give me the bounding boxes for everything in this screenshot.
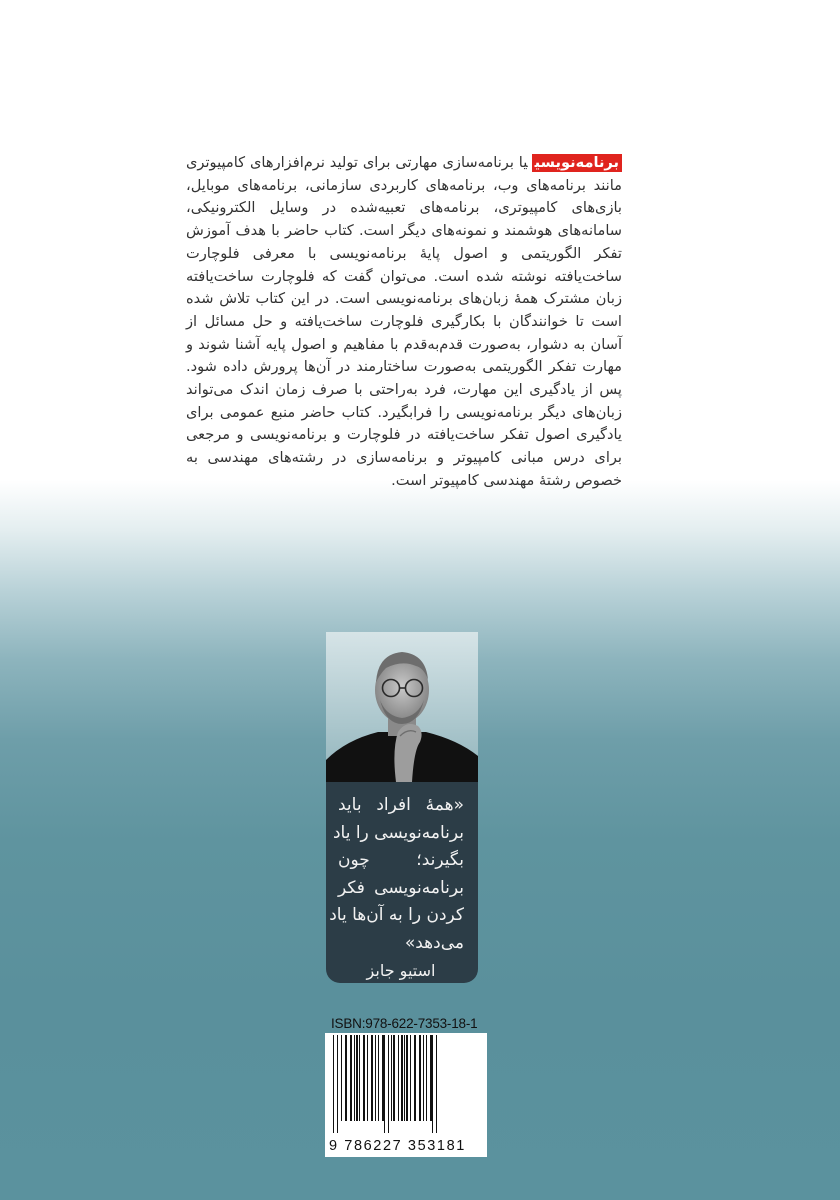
barcode-bar bbox=[341, 1035, 342, 1121]
barcode-bar bbox=[359, 1035, 360, 1121]
quote-box bbox=[326, 782, 478, 983]
barcode-bar bbox=[378, 1035, 379, 1121]
barcode-bar bbox=[391, 1035, 392, 1121]
barcode-bar bbox=[430, 1035, 432, 1121]
barcode-bar bbox=[426, 1035, 427, 1121]
quote-line: می‌دهد» bbox=[404, 932, 464, 953]
quote-line: «همهٔ افراد باید bbox=[338, 795, 464, 815]
barcode-bar bbox=[388, 1035, 389, 1133]
barcode-bar bbox=[382, 1035, 384, 1121]
barcode-bar bbox=[401, 1035, 403, 1121]
barcode-bar bbox=[333, 1035, 334, 1133]
barcode-bar bbox=[398, 1035, 399, 1121]
barcode-bar bbox=[393, 1035, 395, 1121]
barcode-digits: 9 786227 353181 bbox=[329, 1138, 466, 1154]
barcode bbox=[325, 1033, 487, 1157]
barcode-bar bbox=[371, 1035, 373, 1121]
blurb-text: یا برنامه‌سازی مهارتی برای تولید نرم‌افزارهای کامپیوتری مانند برنامه‌های وب، برنامه‌های کاربردی سازمانی، برنامه‌های موبایل، بازی‌های کامپیوتری، برنامه‌های تعبیه‌شده در وسایل الکترونیکی، سامانه‌های هوشمند و نمونه‌های دیگر است. کتاب حاضر با هدف آموزش تفکر الگوریتمی و اصول پایهٔ برنامه‌نویسی با معرفی فلوچارت ساخت‌یافته نوشته شده است. می‌توان گفت که فلوچارت ساخت‌یافته زبان مشترک همهٔ زبان‌های برنامه‌نویسی است. در این کتاب تلاش شده است تا خوانندگان با بکارگیری فلوچارت ساخت‌یافته و حل مسائل از آسان به دشوار، به‌صورت قدم‌به‌قدم با مفاهیم و اصول پایه آشنا شوند و مهارت تفکر الگوریتمی به‌صورت ساختارمند در آن‌ها پرورش داده شود. پس از یادگیری این مهارت، فرد به‌راحتی با صرف زمان اندک می‌تواند زبان‌های دیگر برنامه‌نویسی را فرابگیرد. کتاب حاضر منبع عمومی برای یادگیری اصول تفکر ساخت‌یافته در فلوچارت و برنامه‌نویسی و مرجعی برای درس مبانی کامپیوتر و برنامه‌سازی در رشته‌های مهندسی به خصوص رشتهٔ مهندسی کامپیوتر است. bbox=[186, 154, 622, 489]
quote-line: برنامه‌نویسی فکر bbox=[338, 877, 464, 898]
quote-line: بگیرند؛ چون bbox=[338, 850, 464, 870]
barcode-bar bbox=[419, 1035, 421, 1121]
quote-line: کردن را به آن‌ها یاد bbox=[329, 905, 464, 925]
barcode-bar bbox=[350, 1035, 352, 1121]
barcode-bar bbox=[354, 1035, 355, 1121]
author-portrait bbox=[326, 632, 478, 784]
barcode-bar bbox=[406, 1035, 408, 1121]
barcode-bar bbox=[345, 1035, 347, 1121]
barcode-bar bbox=[384, 1035, 385, 1133]
barcode-bar bbox=[363, 1035, 365, 1121]
barcode-bar bbox=[337, 1035, 338, 1133]
barcode-bar bbox=[436, 1035, 437, 1133]
back-cover-blurb bbox=[186, 152, 622, 493]
barcode-bar bbox=[410, 1035, 411, 1121]
quote-author: استیو جابز bbox=[366, 961, 436, 980]
barcode-bars bbox=[325, 1033, 487, 1137]
barcode-bar bbox=[423, 1035, 424, 1121]
barcode-bar bbox=[432, 1035, 433, 1133]
barcode-bar bbox=[404, 1035, 405, 1121]
quote-line: برنامه‌نویسی را یاد bbox=[332, 822, 464, 843]
barcode-bar bbox=[367, 1035, 368, 1121]
barcode-bar bbox=[375, 1035, 376, 1121]
blurb-highlight-word: برنامه‌نویسی bbox=[532, 154, 622, 172]
isbn-label: ISBN:978-622-7353-18-1 bbox=[331, 1016, 478, 1031]
barcode-bar bbox=[356, 1035, 358, 1121]
barcode-bar bbox=[414, 1035, 416, 1121]
